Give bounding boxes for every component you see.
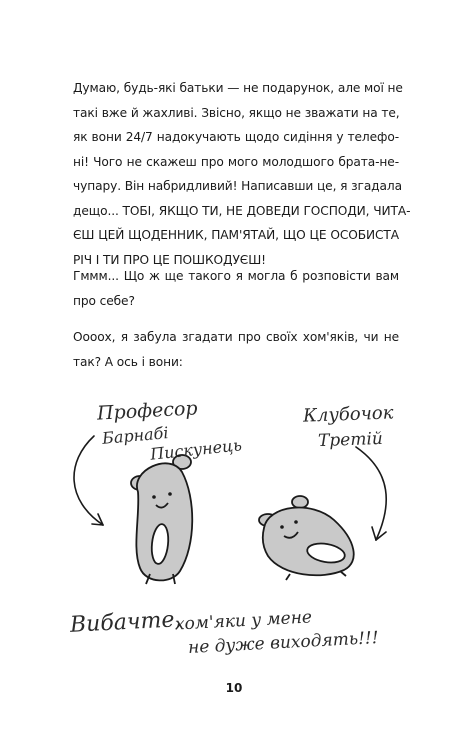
hamster1-name-line1: Професор	[96, 397, 199, 425]
text-line: ні! Чого не скажеш про мого молодшого брата-не-	[73, 154, 399, 169]
hamster1-name-line3: Пискунець	[149, 435, 243, 464]
text-line: так? А ось і вони:	[73, 354, 183, 369]
caption-line1-part1: Вибачте,	[69, 607, 183, 638]
hamster2-name-line2: Третій	[317, 428, 384, 452]
caption-line2: не дуже виходять!!!	[187, 628, 380, 658]
text-line: Думаю, будь-які батьки — не подарунок, але мої не	[73, 81, 403, 95]
text-line: як вони 24/7 надокучають щодо сидіння у телефо-	[73, 130, 399, 144]
text-line: РІЧ І ТИ ПРО ЦЕ ПОШКОДУЄШ!	[73, 252, 266, 267]
text-line: чупару. Він набридливий! Написавши це, я згадала	[73, 179, 402, 193]
hamster1-name-line2: Барнабі	[101, 423, 170, 448]
right-arrow-icon	[356, 447, 386, 540]
text-line: дещо... ТОБІ, ЯКЩО ТИ, НЕ ДОВЕДИ ГОСПОДИ, ЧИТА-	[73, 203, 411, 218]
left-arrow-icon	[74, 436, 103, 525]
text-line: такі вже й жахливі. Звісно, якщо не зважати на те,	[73, 105, 400, 120]
page-number: 10	[225, 681, 243, 695]
hamster-professor	[131, 455, 192, 584]
text-line: Гммм... Що ж ще такого я могла б розповісти вам	[73, 269, 399, 283]
text-line: ЄШ ЦЕЙ ЩОДЕННИК, ПАМ'ЯТАЙ, ЩО ЦЕ ОСОБИСТА	[73, 228, 399, 242]
hamster-klubochok	[259, 496, 354, 580]
caption-line1-part2: хом'яки у мене	[174, 607, 313, 635]
text-line: про себе?	[73, 293, 135, 308]
text-line: Оооох, я забула згадати про своїх хом'яків, чи не	[73, 330, 399, 344]
hamster2-name-line1: Клубочок	[302, 402, 394, 427]
